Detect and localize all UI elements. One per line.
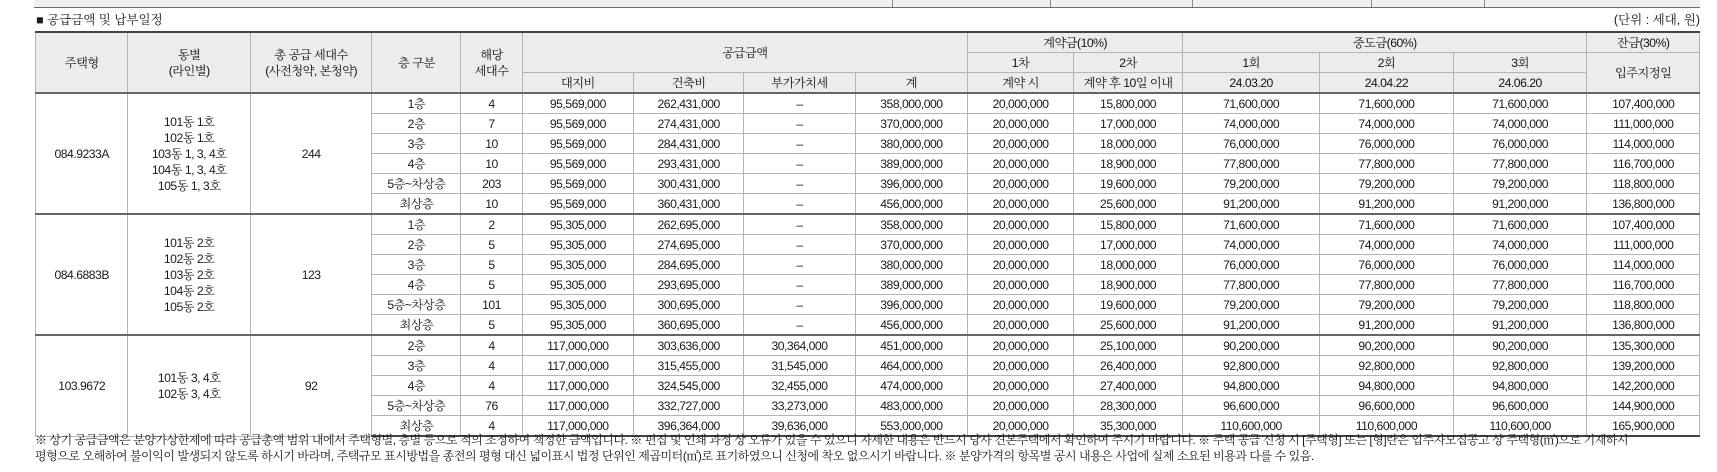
table-cell: 74,000,000 [1183,114,1320,134]
table-cell: 262,695,000 [634,214,744,235]
table-cell: 77,800,000 [1320,154,1454,174]
table-cell: 293,431,000 [634,154,744,174]
table-cell: 71,600,000 [1453,214,1587,235]
table-cell: 111,000,000 [1587,235,1700,255]
table-cell: 324,545,000 [634,376,744,396]
table-cell: 76,000,000 [1183,134,1320,154]
table-cell: 262,431,000 [634,93,744,114]
col-contract-1-sub: 계약 시 [968,73,1074,94]
table-cell: 76 [461,396,522,416]
table-row [36,93,1700,114]
table-cell: 332,727,000 [634,396,744,416]
table-cell: 27,400,000 [1073,376,1182,396]
table-cell: 79,200,000 [1183,295,1320,315]
table-cell: 3층 [372,356,461,376]
table-cell: 20,000,000 [968,214,1074,235]
table-cell: – [744,134,855,154]
table-cell: 79,200,000 [1453,295,1587,315]
table-cell: 77,800,000 [1453,154,1587,174]
table-cell: 92,800,000 [1453,356,1587,376]
table-cell: 5층~차상층 [372,295,461,315]
building-line: 103동 2호 [163,267,215,282]
table-cell: 20,000,000 [968,315,1074,336]
table-cell: 95,569,000 [522,134,633,154]
table-cell: 274,695,000 [634,235,744,255]
table-cell: 10 [461,134,522,154]
table-cell: 96,600,000 [1453,396,1587,416]
section-header [36,11,1700,29]
col-mid-1-date: 24.03.20 [1183,73,1320,94]
table-cell: 107,400,000 [1587,93,1700,114]
building-line: 103동 1, 3, 4호 [151,146,227,161]
table-cell: 4층 [372,154,461,174]
table-cell: 최상층 [372,315,461,336]
table-cell: 10 [461,154,522,174]
table-cell: 20,000,000 [968,235,1074,255]
table-cell: – [744,214,855,235]
table-cell: 77,800,000 [1453,275,1587,295]
table-cell: 71,600,000 [1320,93,1454,114]
table-cell: 2층 [372,235,461,255]
table-cell: 118,800,000 [1587,295,1700,315]
table-cell: 74,000,000 [1453,114,1587,134]
table-cell: 456,000,000 [855,194,968,215]
table-cell: 18,000,000 [1073,255,1182,275]
table-cell: 71,600,000 [1183,93,1320,114]
table-cell: 474,000,000 [855,376,968,396]
col-mid-3: 3회 [1453,53,1587,73]
table-cell: 553,000,000 [855,416,968,437]
table-cell: 5층~차상층 [372,396,461,416]
table-cell: 300,695,000 [634,295,744,315]
table-cell: 3층 [372,134,461,154]
table-cell: 117,000,000 [522,396,633,416]
table-cell: 20,000,000 [968,255,1074,275]
table-cell: 1층 [372,93,461,114]
col-floor: 층 구분 [372,32,461,93]
table-cell: 최상층 [372,194,461,215]
table-cell: 28,300,000 [1073,396,1182,416]
table-cell: 380,000,000 [855,134,968,154]
table-cell: 최상층 [372,416,461,437]
table-cell: 96,600,000 [1183,396,1320,416]
table-cell: 284,695,000 [634,255,744,275]
table-cell: 1층 [372,214,461,235]
table-cell: 114,000,000 [1587,255,1700,275]
table-cell: 5 [461,275,522,295]
table-cell: 136,800,000 [1587,315,1700,336]
building-line: 101동 2호 [163,235,215,250]
col-building: 동별 (라인별) [128,32,251,93]
table-cell: 5 [461,235,522,255]
table-cell: 25,600,000 [1073,194,1182,215]
table-cell: 5 [461,315,522,336]
table-cell: 71,600,000 [1183,214,1320,235]
table-cell: 300,431,000 [634,174,744,194]
col-balance: 잔금(30%) [1587,32,1700,53]
table-cell: 17,000,000 [1073,114,1182,134]
table-cell: 19,600,000 [1073,295,1182,315]
table-cell: 117,000,000 [522,376,633,396]
col-sum: 계 [855,73,968,94]
table-cell: 91,200,000 [1183,194,1320,215]
table-cell: 315,455,000 [634,356,744,376]
table-cell: 2층 [372,335,461,356]
table-cell: 90,200,000 [1183,335,1320,356]
table-cell: 74,000,000 [1183,235,1320,255]
table-cell: 25,100,000 [1073,335,1182,356]
table-cell: 110,600,000 [1183,416,1320,437]
building-cell [128,335,251,436]
col-mid-2: 2회 [1320,53,1454,73]
table-cell: 20,000,000 [968,194,1074,215]
unit-type-cell: 103.9672 [36,335,128,436]
table-cell: 71,600,000 [1453,93,1587,114]
table-cell: 483,000,000 [855,396,968,416]
table-cell: 95,305,000 [522,275,633,295]
section-title: ■ 공급금액 및 납부일정 [36,13,163,27]
table-cell: 18,900,000 [1073,154,1182,174]
table-cell: 91,200,000 [1320,315,1454,336]
table-cell: 5 [461,255,522,275]
building-line: 101동 1호 [163,114,215,129]
table-cell: 94,800,000 [1320,376,1454,396]
table-cell: 114,000,000 [1587,134,1700,154]
table-cell: 360,695,000 [634,315,744,336]
table-cell: 92,800,000 [1183,356,1320,376]
table-cell: 39,636,000 [744,416,855,437]
table-cell: – [744,114,855,134]
building-line: 102동 2호 [163,251,215,266]
col-supply: 공급금액 [522,32,968,73]
table-cell: 20,000,000 [968,376,1074,396]
table-cell: 18,900,000 [1073,275,1182,295]
total-units-cell: 123 [250,214,371,335]
table-cell: 95,305,000 [522,255,633,275]
building-line: 105동 2호 [163,299,215,314]
table-cell: 101 [461,295,522,315]
table-cell: 20,000,000 [968,335,1074,356]
table-cell: 107,400,000 [1587,214,1700,235]
table-cell: 135,300,000 [1587,335,1700,356]
table-cell: 74,000,000 [1453,235,1587,255]
table-cell: 396,000,000 [855,174,968,194]
table-cell: – [744,275,855,295]
unit-type-cell: 084.6883B [36,214,128,335]
table-cell: 274,431,000 [634,114,744,134]
table-cell: – [744,295,855,315]
table-cell: 77,800,000 [1320,275,1454,295]
table-cell: 117,000,000 [522,335,633,356]
table-cell: 30,364,000 [744,335,855,356]
table-cell: 2 [461,214,522,235]
table-cell: 4 [461,335,522,356]
table-cell: 92,800,000 [1320,356,1454,376]
table-header [36,32,1700,93]
table-cell: 91,200,000 [1183,315,1320,336]
table-cell: 20,000,000 [968,174,1074,194]
table-cell: 74,000,000 [1320,114,1454,134]
supply-price-table [35,31,1700,437]
table-cell: 74,000,000 [1320,235,1454,255]
table-cell: – [744,315,855,336]
total-units-cell: 244 [250,93,371,214]
table-cell: 19,600,000 [1073,174,1182,194]
table-cell: 91,200,000 [1453,194,1587,215]
table-cell: 4층 [372,376,461,396]
table-cell: – [744,154,855,174]
table-cell: – [744,235,855,255]
table-cell: 116,700,000 [1587,275,1700,295]
col-units: 해당 세대수 [461,32,522,93]
table-cell: 79,200,000 [1183,174,1320,194]
table-cell: 5층~차상층 [372,174,461,194]
building-cell [128,214,251,335]
table-cell: 91,200,000 [1453,315,1587,336]
table-cell: 32,455,000 [744,376,855,396]
table-cell: 96,600,000 [1320,396,1454,416]
table-cell: 4 [461,416,522,437]
table-cell: 20,000,000 [968,154,1074,174]
table-cell: 79,200,000 [1320,295,1454,315]
table-cell: 94,800,000 [1453,376,1587,396]
table-cell: 380,000,000 [855,255,968,275]
building-line: 102동 1호 [163,130,215,145]
table-cell: 117,000,000 [522,356,633,376]
table-cell: 396,000,000 [855,295,968,315]
table-cell: 117,000,000 [522,416,633,437]
table-cell: 26,400,000 [1073,356,1182,376]
table-cell: 451,000,000 [855,335,968,356]
table-cell: – [744,255,855,275]
table-cell: 95,305,000 [522,295,633,315]
total-units-cell: 92 [250,335,371,436]
building-line: 104동 1, 3, 4호 [151,162,227,177]
table-cell: 20,000,000 [968,295,1074,315]
table-cell: 15,800,000 [1073,93,1182,114]
table-cell: 20,000,000 [968,416,1074,437]
table-cell: 464,000,000 [855,356,968,376]
table-cell: 370,000,000 [855,114,968,134]
table-cell: 95,569,000 [522,174,633,194]
table-cell: 94,800,000 [1183,376,1320,396]
table-cell: 76,000,000 [1320,255,1454,275]
table-cell: 20,000,000 [968,396,1074,416]
table-cell: 20,000,000 [968,93,1074,114]
unit-type-cell: 084.9233A [36,93,128,214]
table-cell: 76,000,000 [1320,134,1454,154]
col-total: 총 공급 세대수 (사전청약, 본청약) [250,32,371,93]
table-cell: 76,000,000 [1183,255,1320,275]
table-row [36,214,1700,235]
footnote-line-2: 평형으로 오해하여 불이익이 발생되지 않도록 하시기 바라며, 주택규모 표시방법을 종전의 평형 대신 넓이표시 법정 단위인 제곱미터(㎡)로 표기하였으니 신청에 착오 없으시기 바랍니다. ※ 분양가격의 항목별 공시 내용은 사업에 실제 소요된 비용과 다를 수 있음. [35,449,1314,463]
previous-table-bottom-edge [34,0,1700,8]
col-mid-2-date: 24.04.22 [1320,73,1454,94]
footnote-line-1: ※ 상기 공급금액은 분양가상한제에 따라 공급총액 범위 내에서 주택형별, 층별 등으로 적의 조정하여 책정한 금액입니다. ※ 편집 및 인쇄 과정 상 오류가 있을 수 있으니 자세한 내용은 반드시 당사 견본주택에서 확인하여 주시기 바랍니다. ※ 주택 공급 신청 시 [주택형] 또는 [형]란은 입주자모집공고 상 주택형(㎡)으로 기재하시 [35,433,1629,447]
table-cell: 76,000,000 [1453,255,1587,275]
table-cell: 111,000,000 [1587,114,1700,134]
table-cell: 79,200,000 [1453,174,1587,194]
unit-label: (단위 : 세대, 원) [1613,13,1700,27]
table-cell: 2층 [372,114,461,134]
table-cell: 95,569,000 [522,93,633,114]
table-cell: 20,000,000 [968,134,1074,154]
table-cell: 95,569,000 [522,114,633,134]
table-cell: 35,300,000 [1073,416,1182,437]
table-cell: 91,200,000 [1320,194,1454,215]
table-cell: 144,900,000 [1587,396,1700,416]
table-cell: 18,000,000 [1073,134,1182,154]
table-cell: 165,900,000 [1587,416,1700,437]
table-cell: 95,305,000 [522,214,633,235]
col-contract-1: 1차 [968,53,1074,73]
table-cell: 20,000,000 [968,114,1074,134]
table-row [36,335,1700,356]
footnotes [35,432,1705,464]
table-cell: 118,800,000 [1587,174,1700,194]
table-cell: 7 [461,114,522,134]
table-cell: 203 [461,174,522,194]
col-contract-2: 2차 [1073,53,1182,73]
building-line: 104동 2호 [163,283,215,298]
building-line: 101동 3, 4호 [157,370,221,385]
table-cell: 4 [461,376,522,396]
table-cell: 25,600,000 [1073,315,1182,336]
building-line: 102동 3, 4호 [157,386,221,401]
table-cell: 389,000,000 [855,275,968,295]
col-contract: 계약금(10%) [968,32,1183,53]
table-cell: 116,700,000 [1587,154,1700,174]
table-cell: 284,431,000 [634,134,744,154]
table-cell: 456,000,000 [855,315,968,336]
table-cell: – [744,93,855,114]
col-mid-3-date: 24.06.20 [1453,73,1587,94]
table-cell: 71,600,000 [1320,214,1454,235]
table-cell: 370,000,000 [855,235,968,255]
table-cell: 33,273,000 [744,396,855,416]
table-cell: 303,636,000 [634,335,744,356]
table-body [36,93,1700,436]
col-vat: 부가가치세 [744,73,855,94]
table-cell: 90,200,000 [1453,335,1587,356]
col-building-cost: 건축비 [634,73,744,94]
table-cell: 358,000,000 [855,93,968,114]
table-cell: 95,569,000 [522,194,633,215]
col-type: 주택형 [36,32,128,93]
table-cell: 293,695,000 [634,275,744,295]
table-cell: 77,800,000 [1183,275,1320,295]
table-cell: 396,364,000 [634,416,744,437]
table-cell: 79,200,000 [1320,174,1454,194]
table-cell: 10 [461,194,522,215]
col-mid: 중도금(60%) [1183,32,1587,53]
table-cell: 76,000,000 [1453,134,1587,154]
table-cell: 389,000,000 [855,154,968,174]
table-cell: 20,000,000 [968,275,1074,295]
building-line: 105동 1, 3호 [157,178,221,193]
table-cell: 110,600,000 [1320,416,1454,437]
table-cell: 360,431,000 [634,194,744,215]
table-cell: 136,800,000 [1587,194,1700,215]
table-cell: 142,200,000 [1587,376,1700,396]
table-cell: 95,305,000 [522,315,633,336]
table-cell: 17,000,000 [1073,235,1182,255]
table-cell: – [744,174,855,194]
table-cell: 20,000,000 [968,356,1074,376]
col-contract-2-sub: 계약 후 10일 이내 [1073,73,1182,94]
col-mid-1: 1회 [1183,53,1320,73]
table-cell: 77,800,000 [1183,154,1320,174]
table-cell: 4 [461,93,522,114]
table-cell: 31,545,000 [744,356,855,376]
table-cell: 15,800,000 [1073,214,1182,235]
table-cell: 3층 [372,255,461,275]
col-balance-sub: 입주지정일 [1587,53,1700,94]
table-cell: 4 [461,356,522,376]
table-cell: 110,600,000 [1453,416,1587,437]
table-cell: 139,200,000 [1587,356,1700,376]
col-land: 대지비 [522,73,633,94]
building-cell [128,93,251,214]
table-cell: 95,569,000 [522,154,633,174]
table-cell: 358,000,000 [855,214,968,235]
table-cell: 90,200,000 [1320,335,1454,356]
table-cell: 95,305,000 [522,235,633,255]
table-cell: – [744,194,855,215]
table-cell: 4층 [372,275,461,295]
